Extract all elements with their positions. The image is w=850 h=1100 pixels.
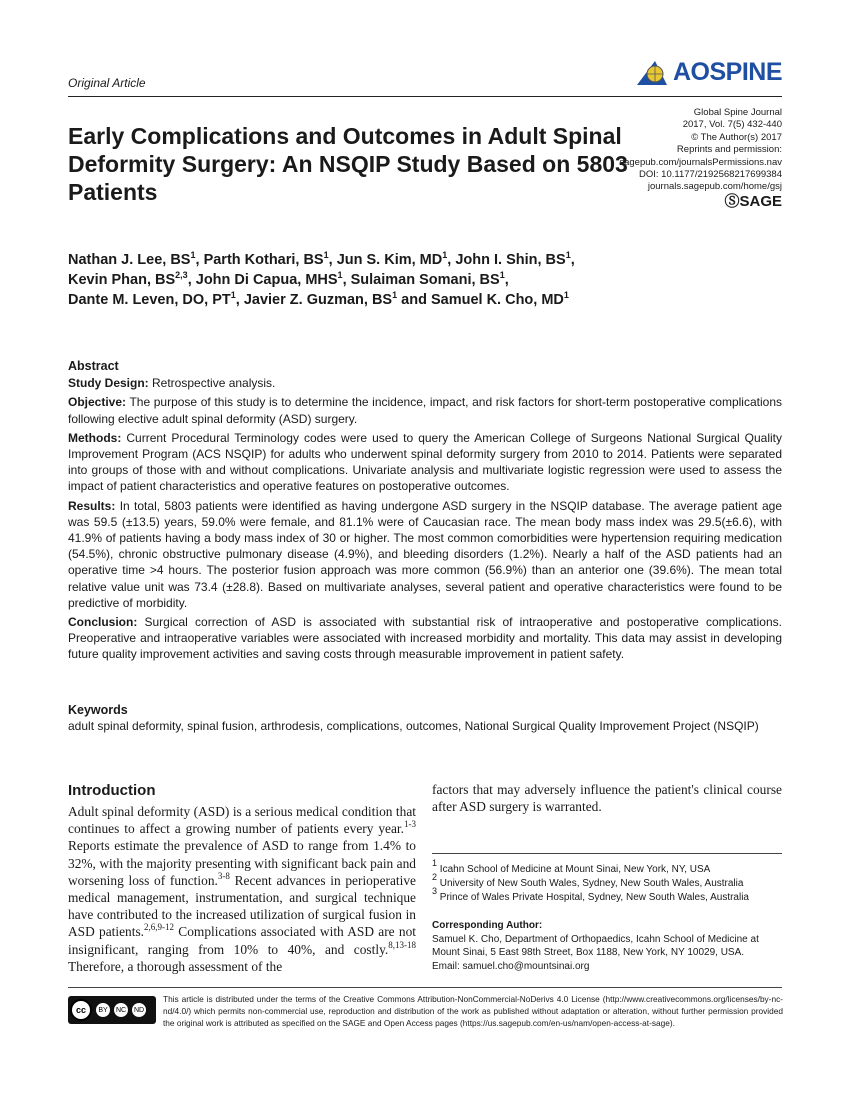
- license-rule: [68, 987, 782, 988]
- aospine-logo: [635, 58, 782, 87]
- author: Dante M. Leven, DO, $PT^1$: [68, 290, 236, 308]
- author-list: Nathan J. Lee, $BS^1$, Parth Kothari, $BS^1$, Jun S. Kim, $MD^1$, John I. Shin, $BS^1$, Kevin Phan, BS$^{2,3}$, John Di Capua, MHS$^1$, Sulaiman Somani, $BS^1$, Dante M. Leven, DO, $PT^1$, Javier Z. Guzman, $BS^1$ and Samuel K. Cho, $MD^1$: [68, 250, 575, 308]
- abstract: [68, 358, 782, 666]
- citation[interactable]: 8,13-18: [388, 939, 416, 950]
- affiliation: $^3$ Prince of Wales Private Hospital, Sydney, New South Wales, Australia: [432, 886, 749, 904]
- citation[interactable]: 1-3: [404, 819, 416, 830]
- cc-icon: cc: [70, 999, 92, 1021]
- author: John Di Capua, MHS$^1$: [195, 270, 343, 288]
- author: and Samuel K. Cho, $MD^1$: [401, 290, 569, 308]
- author: Kevin Phan, BS$^{2,3}$: [68, 270, 188, 288]
- meta-line[interactable]: sagepub.com/journalsPermissions.nav: [619, 156, 782, 168]
- affiliation: $^2$ University of New South Wales, Sydney, New South Wales, Australia: [432, 872, 744, 890]
- affiliation-mark: 2,3: [175, 270, 188, 280]
- affiliation-mark: 1: [563, 290, 569, 300]
- corresponding-email[interactable]: Email: samuel.cho@mountsinai.org: [432, 960, 590, 972]
- affiliation-mark: 1: [499, 270, 505, 280]
- affiliation-number: 3: [432, 886, 438, 897]
- affiliation-mark: 1: [337, 270, 343, 280]
- meta-line: Reprints and permission:: [676, 144, 782, 156]
- author: Parth Kothari, $BS^1$: [203, 250, 329, 268]
- introduction-left-column: [68, 803, 416, 975]
- author: John I. Shin, $BS^1$: [455, 250, 571, 268]
- author: Jun S. Kim, $MD^1$: [336, 250, 448, 268]
- intro-text: Therefore, a thorough assessment of the: [68, 958, 283, 974]
- abstract-conclusion: Conclusion: Surgical correction of ASD is associated with substantial risk of intraoperative and postoperative complications. Preoperative and intraoperative variables were associated with increased morbidity and mortality. This data may assist in developing future quality improvement activities and saving costs through measurable improvement in patient safety.: [68, 615, 782, 662]
- affiliations: [432, 858, 782, 906]
- journal-url[interactable]: journals.sagepub.com/home/gsj: [647, 181, 782, 193]
- affiliation-mark: 1: [392, 290, 398, 300]
- abstract-heading: Abstract: [68, 359, 119, 373]
- intro-text: Recent advances in perioperative medical management, instrumentation, and surgical technique have contributed to the increased utilization of surgical fusion in ASD patients.: [68, 872, 416, 940]
- footnote-rule: [432, 853, 782, 854]
- introduction-heading: Introduction: [68, 782, 156, 799]
- affiliation: $^1$ Icahn School of Medicine at Mount Sinai, New York, NY, USA: [432, 858, 711, 875]
- intro-text: Complications associated with ASD are not insignificant, ranging from 10% to 40%, and costly.: [68, 924, 416, 957]
- sage-logo: ⓈSAGE: [724, 192, 782, 210]
- affiliation-mark: 1: [565, 250, 571, 260]
- abstract-objective: Objective: The purpose of this study is to determine the incidence, impact, and risk factors for short-term postoperative complications following elective adult spinal deformity (ASD) surgery.: [68, 395, 782, 426]
- abstract-study-design: Study Design: Retrospective analysis.: [68, 376, 276, 391]
- author: Nathan J. Lee, $BS^1$: [68, 250, 196, 268]
- affiliation-mark: 1: [190, 250, 196, 260]
- affiliation-mark: 1: [442, 250, 448, 260]
- corresponding-address: Samuel K. Cho, Department of Orthopaedics, Icahn School of Medicine at Mount Sinai, 5 East 98th Street, Box 1188, New York, NY 10029, USA.: [432, 933, 759, 958]
- meta-line: Global Spine Journal: [693, 107, 782, 118]
- nd-icon: ND: [132, 1003, 146, 1017]
- intro-text: Reports estimate the prevalence of ASD to range from 1.4% to 32%, with the majority presenting with significant back pain and worsening loss of function.: [68, 838, 416, 888]
- corresponding-author: [432, 919, 782, 973]
- corresponding-heading: Corresponding Author:: [432, 920, 543, 931]
- affiliation-mark: 1: [323, 250, 329, 260]
- cc-license-badge: [68, 996, 156, 1024]
- abstract-methods: Methods: Current Procedural Terminology codes were used to query the American College of Surgeons National Surgical Quality Improvement Program (ACS NSQIP) for adults who underwent spinal deformity surgery from 2010 to 2014. Patients were separated into groups of those with and without complications. Univariate analysis and multivariate logistic regression were used to assess the impact of patient characteristics and operative features on postoperative outcomes.: [68, 430, 782, 494]
- affiliation-mark: 1: [230, 290, 236, 300]
- header-rule: [68, 96, 782, 97]
- affiliation-number: 2: [432, 872, 438, 883]
- meta-line: 2017, Vol. 7(5) 432-440: [682, 119, 782, 131]
- by-icon: BY: [96, 1003, 110, 1017]
- intro-text: Adult spinal deformity (ASD) is a serious medical condition that continues to affect a growing number of patients every year.: [68, 804, 416, 837]
- doi[interactable]: DOI: 10.1177/2192568217699384: [639, 169, 782, 181]
- abstract-results: Results: In total, 5803 patients were identified as having undergone ASD surgery in the NSQIP database. The average patient age was 59.5 (±13.5) years, 59.0% were female, and 81.1% were of Caucasian race. The mean body mass index was 29.5(±6.6), with 41.9% of patients having a body mass index of 30 or higher. The most common comorbidities were hypertension requiring medication (54.5%), chronic obstructive pulmonary disease (4.9%), and bleeding disorders (1.2%). Nearly a half of the ASD patients had an operative time >4 hours. The posterior fusion approach was more common (56.9%) than an anterior one (39.6%). The mean total relative value unit was 73.4 (±28.8). Based on multivariate analyses, several patient and operative characteristics were found to be predictive of morbidity.: [68, 498, 782, 610]
- keywords-text: adult spinal deformity, spinal fusion, arthrodesis, complications, outcomes, National Surgical Quality Improvement Project (NSQIP): [68, 719, 759, 734]
- introduction-right-column: factors that may adversely influence the patient's clinical course after ASD surgery is warranted.: [432, 782, 782, 815]
- meta-line: © The Author(s) 2017: [691, 131, 782, 143]
- logo-text: AOSPINE: [672, 58, 782, 86]
- keywords-heading: Keywords: [68, 703, 128, 717]
- keywords: [68, 702, 782, 734]
- paper-title: Early Complications and Outcomes in Adult Spinal Deformity Surgery: An NSQIP Study Based on 5803 Patients: [68, 123, 628, 205]
- citation[interactable]: 3-8: [217, 870, 230, 881]
- affiliation-number: 1: [432, 858, 438, 868]
- article-type: Original Article: [68, 76, 146, 90]
- nc-icon: NC: [114, 1003, 128, 1017]
- globe-triangle-icon: [635, 59, 669, 87]
- license-text: This article is distributed under the terms of the Creative Commons Attribution-NonCommercial-NoDerivs 4.0 License (http://www.creativecommons.org/licenses/by-nc-nd/4.0/) which permits non-commercial use, reproduction and distribution of the work as published without adaptation or alteration, without further permission provided the original work is attributed as specified on the SAGE and Open Access pages (https://us.sagepub.com/en-us/nam/open-access-at-sage).: [163, 994, 783, 1028]
- citation[interactable]: 2,6,9-12: [144, 922, 175, 933]
- author: Sulaiman Somani, $BS^1$: [350, 270, 505, 288]
- author: Javier Z. Guzman, $BS^1$: [243, 290, 398, 308]
- journal-meta: [619, 107, 782, 208]
